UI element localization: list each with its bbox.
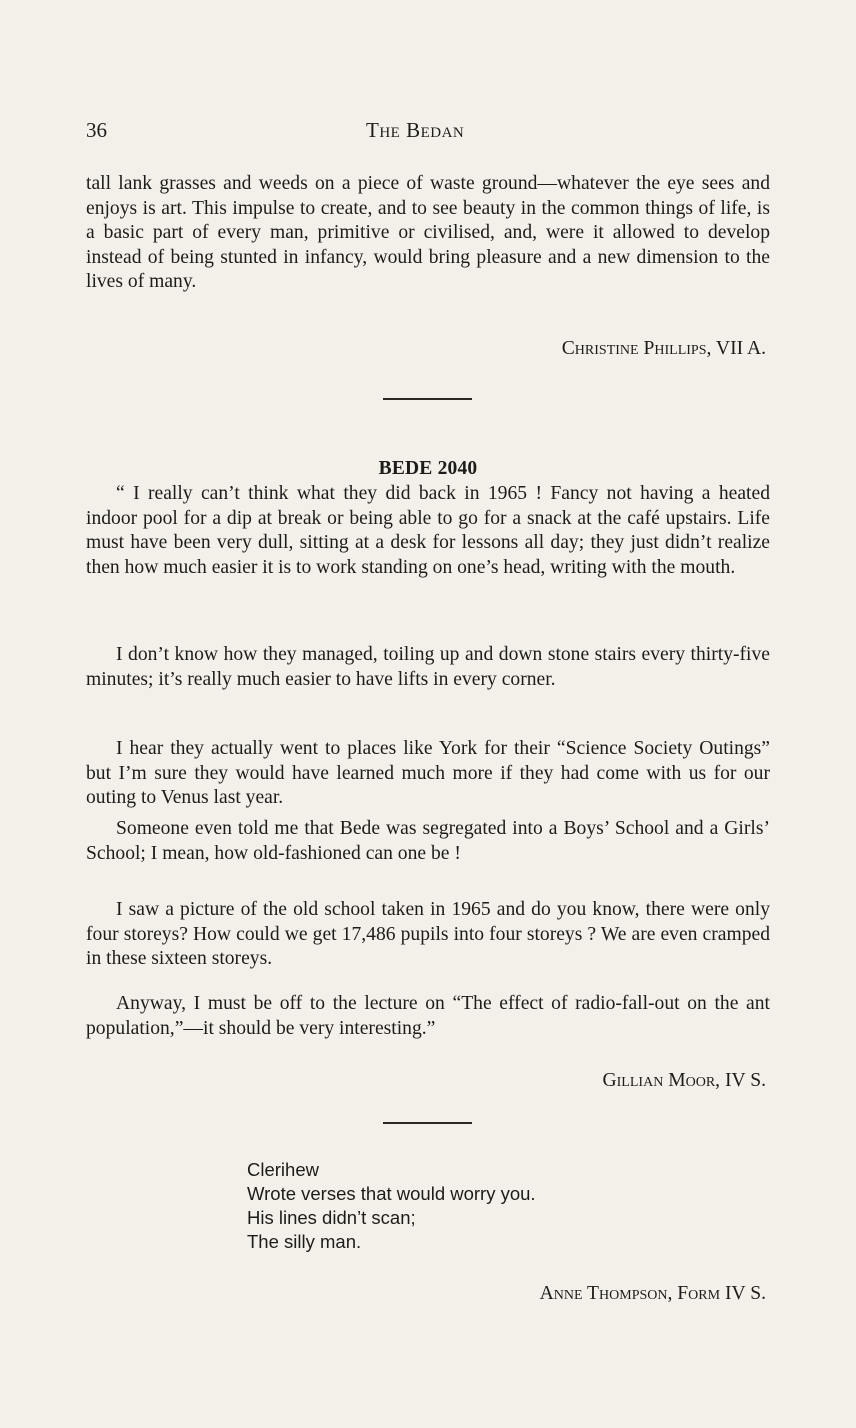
story-paragraph: I don’t know how they managed, toiling up and down stone stairs every thirty-five minutes; it’s really much easier to have lifts in every corner. — [86, 644, 770, 690]
section-divider — [383, 1122, 472, 1124]
story-signature: Gillian Moor, IV S. — [602, 1070, 766, 1091]
story-paragraph: I hear they actually went to places like York for their “Science Society Outings” but I’m sure they would have learned much more if they had come with us for our outing to Venus last year. — [86, 738, 770, 809]
section-divider — [383, 398, 472, 400]
page-header — [86, 118, 770, 148]
story-paragraph: Someone even told me that Bede was segregated into a Boys’ School and a Girls’ School; I mean, how old-fashioned can one be ! — [86, 818, 770, 864]
poem-line: The silly man. — [247, 1231, 362, 1252]
story-title: BEDE 2040 — [378, 458, 478, 479]
poem-line: Clerihew — [247, 1159, 319, 1180]
story-paragraph: Anyway, I must be off to the lecture on “The effect of radio-fall-out on the ant population,”—it should be very interesting.” — [86, 993, 770, 1039]
poem-line: Wrote verses that would worry you. — [247, 1183, 536, 1204]
story-paragraph: I saw a picture of the old school taken in 1965 and do you know, there were only four storeys? How could we get 17,486 pupils into four storeys ? We are even cramped in these sixteen storeys. — [86, 899, 770, 970]
poem-line: His lines didn’t scan; — [247, 1207, 416, 1228]
poem-signature: Anne Thompson, Form IV S. — [539, 1283, 766, 1304]
essay-closing-paragraph: tall lank grasses and weeds on a piece of waste ground—whatever the eye sees and enjoys is art. This impulse to create, and to see beauty in the common things of life, is a basic part of every man, primitive or civilised, and, were it allowed to develop instead of being stunted in infancy, would bring pleasure and a new dimension to the lives of many. — [86, 173, 770, 293]
page-number: 36 — [86, 118, 107, 142]
poem — [247, 1158, 687, 1254]
essay-signature: Christine Phillips, VII A. — [561, 338, 766, 359]
running-title: The Bedan — [366, 118, 465, 142]
story-paragraph: “ I really can’t think what they did back in 1965 ! Fancy not having a heated indoor pool for a dip at break or being able to go for a snack at the café upstairs. Life must have been very dull, sitting at a desk for lessons all day; they just didn’t realize then how much easier it is to work standing on one’s head, writing with the mouth. — [86, 483, 770, 578]
